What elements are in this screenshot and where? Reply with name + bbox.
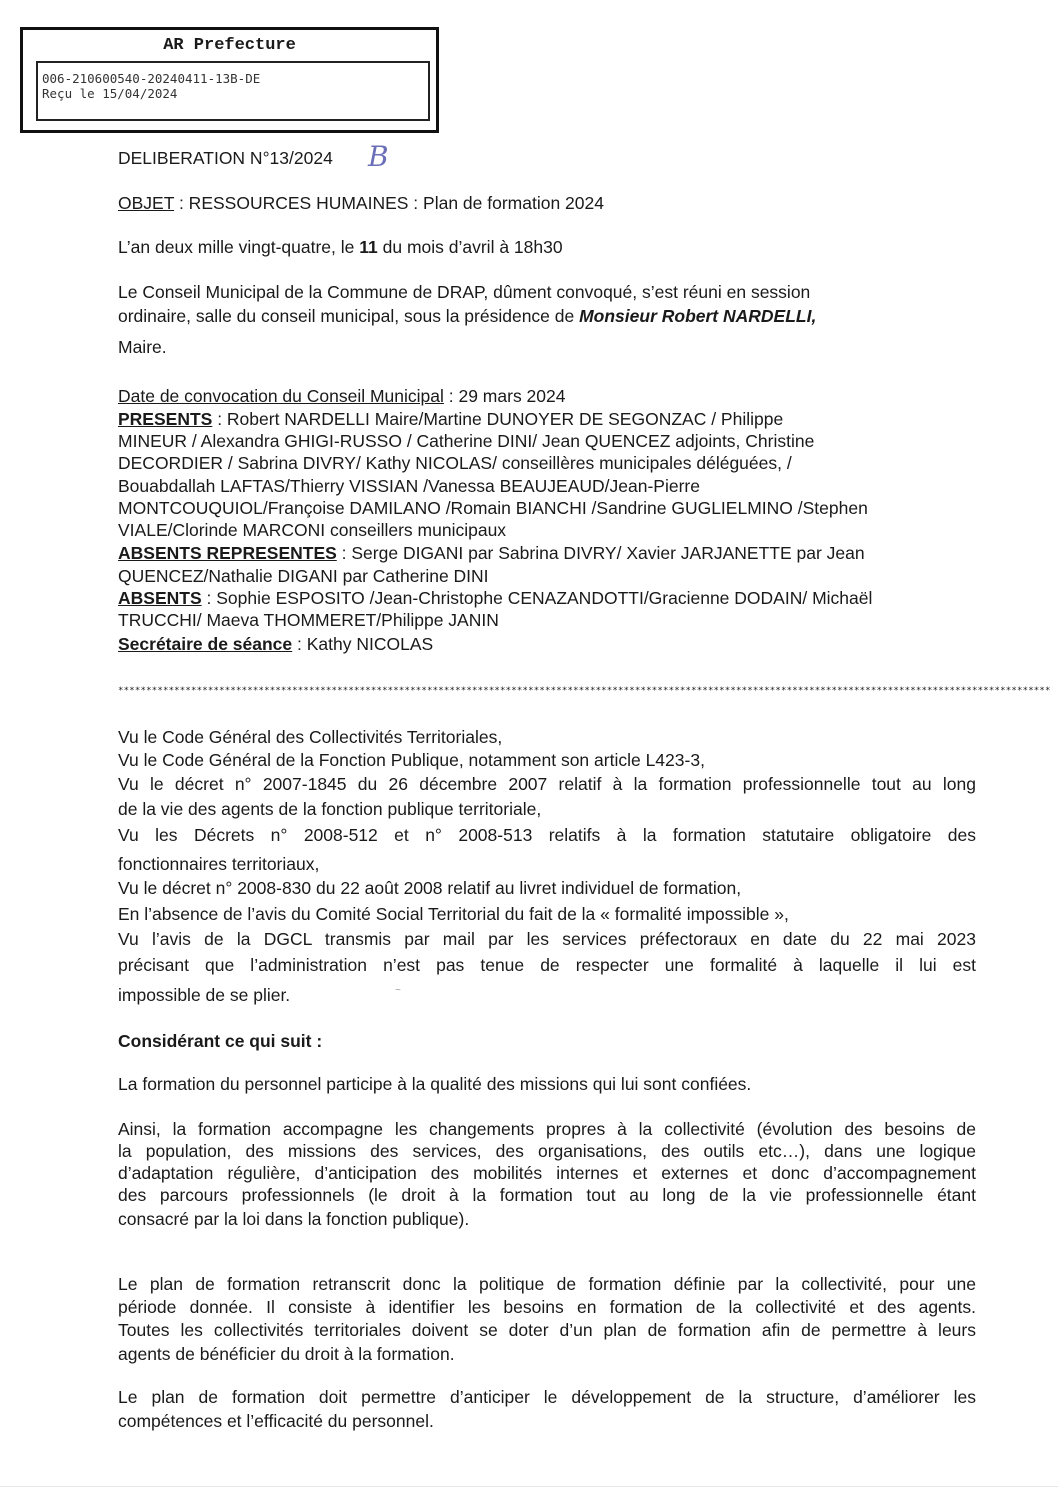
presents-line-4: Bouabdallah LAFTAS/Thierry VISSIAN /Vanessa BEAUJEAUD/Jean-Pierre [118, 476, 700, 496]
secretary-name: : Kathy NICOLAS [292, 634, 434, 654]
secretary-label: Secrétaire de séance [118, 634, 293, 654]
visa-6: En l’absence de l’avis du Comité Social Territorial du fait de la « formalité impossible », [118, 904, 789, 924]
date-line-post: du mois d’avril à 18h30 [377, 237, 563, 257]
page-bottom-edge [0, 1486, 1058, 1487]
visa-7-line-3: impossible de se plier. [118, 985, 291, 1005]
paragraph-1: La formation du personnel participe à la qualité des missions qui lui sont confiées. [118, 1074, 752, 1094]
convocation-date: : 29 mars 2024 [443, 386, 566, 406]
paragraph-3-line-3: Toutes les collectivités territoriales doivent se doter d’un plan de formation afin de permettre à leurs [118, 1320, 976, 1340]
mayor-name: Monsieur Robert NARDELLI, [579, 306, 817, 326]
intro-line-3: Maire. [118, 337, 167, 357]
date-line [118, 236, 978, 258]
object-label: OBJET [118, 193, 175, 213]
paragraph-2-line-1: Ainsi, la formation accompagne les changements propres à la collectivité (évolution des besoins de [118, 1119, 976, 1139]
paragraph-3-line-2: période donnée. Il consiste à identifier les besoins en formation de la collectivité et des agents. [118, 1297, 976, 1317]
presents-line-3: DECORDIER / Sabrina DIVRY/ Kathy NICOLAS/ conseillères municipales déléguées, / [118, 453, 792, 473]
paragraph-2-line-2: la population, des missions des services, des organisations, des outils etc…), dans une logique [118, 1141, 976, 1161]
visa-1: Vu le Code Général des Collectivités Territoriales, [118, 727, 503, 747]
object-line [118, 192, 978, 214]
represented-label: ABSENTS REPRESENTES [118, 543, 337, 563]
visa-7-line-1: Vu l’avis de la DGCL transmis par mail par les services préfectoraux en date du 22 mai 2023 [118, 929, 976, 949]
visa-3-line-1: Vu le décret n° 2007-1845 du 26 décembre 2007 relatif à la formation professionnelle tout au long [118, 774, 976, 794]
presents-line-5: MONTCOUQUIOL/Françoise DAMILANO /Romain BIANCHI /Sandrine GUGLIELMINO /Stephen [118, 498, 868, 518]
stamp-received-date: Reçu le 15/04/2024 [42, 86, 178, 101]
stamp-details [36, 61, 430, 121]
paragraph-2-line-4: des parcours professionnels (le droit à la formation tout au long de la vie professionnelle étant [118, 1185, 976, 1205]
convocation-line [118, 385, 978, 407]
visa-5: Vu le décret n° 2008-830 du 22 août 2008 relatif au livret individuel de formation, [118, 878, 742, 898]
intro-line-2 [118, 305, 978, 327]
visa-3-line-2: de la vie des agents de la fonction publique territoriale, [118, 799, 542, 819]
paragraph-3-line-1: Le plan de formation retranscrit donc la politique de formation définie par la collectivité, pour une [118, 1274, 976, 1294]
presents-line-6: VIALE/Clorinde MARCONI conseillers municipaux [118, 520, 507, 540]
absents-label: ABSENTS [118, 588, 202, 608]
presents-line-2: MINEUR / Alexandra GHIGI-RUSSO / Catherine DINI/ Jean QUENCEZ adjoints, Christine [118, 431, 815, 451]
stamp-id: 006-210600540-20240411-13B-DE [42, 71, 261, 86]
presents-label: PRESENTS [118, 409, 213, 429]
scan-smudge: ~ [395, 985, 401, 996]
asterisk-separator: ********************************************************************************************************************************************************************** [118, 686, 1051, 696]
paragraph-3-line-4: agents de bénéficier du droit à la formation. [118, 1344, 455, 1364]
prefecture-stamp [20, 27, 439, 133]
paragraph-2-line-3: d’adaptation régulière, d’anticipation des mobilités internes et externes et donc d’accompagnement [118, 1163, 976, 1183]
paragraph-4-line-1: Le plan de formation doit permettre d’anticiper le développement de la structure, d’améliorer les [118, 1387, 976, 1407]
convocation-label: Date de convocation du Conseil Municipal [118, 386, 444, 406]
handwritten-mark: B [368, 140, 389, 173]
represented-line-2: QUENCEZ/Nathalie DIGANI par Catherine DINI [118, 566, 489, 586]
date-day: 11 [359, 237, 378, 257]
visa-4-line-2: fonctionnaires territoriaux, [118, 854, 320, 874]
represented-text-1: : Serge DIGANI par Sabrina DIVRY/ Xavier JARJANETTE par Jean [336, 543, 865, 563]
stamp-title: AR Prefecture [163, 36, 296, 55]
absents-line-1 [118, 587, 978, 609]
object-text: : RESSOURCES HUMAINES : Plan de formation 2024 [174, 193, 604, 213]
paragraph-2-line-5: consacré par la loi dans la fonction publique). [118, 1209, 470, 1229]
secretary-line [118, 633, 978, 655]
represented-line-1 [118, 542, 978, 564]
deliberation-number: DELIBERATION N°13/2024 [118, 148, 333, 168]
intro-line-1: Le Conseil Municipal de la Commune de DRAP, dûment convoqué, s’est réuni en session [118, 282, 811, 302]
paragraph-4-line-2: compétences et l’efficacité du personnel. [118, 1411, 434, 1431]
considerant-heading: Considérant ce qui suit : [118, 1031, 323, 1051]
intro-line-2-text: ordinaire, salle du conseil municipal, sous la présidence de [118, 306, 580, 326]
absents-text-1: : Sophie ESPOSITO /Jean-Christophe CENAZANDOTTI/Gracienne DODAIN/ Michaël [201, 588, 873, 608]
visa-7-line-2: précisant que l’administration n’est pas tenue de respecter une formalité à laquelle il lui est [118, 955, 976, 975]
visa-4-line-1: Vu les Décrets n° 2008-512 et n° 2008-513 relatifs à la formation statutaire obligatoire des [118, 825, 976, 845]
date-line-pre: L’an deux mille vingt-quatre, le [118, 237, 360, 257]
absents-line-2: TRUCCHI/ Maeva THOMMERET/Philippe JANIN [118, 610, 499, 630]
visa-2: Vu le Code Général de la Fonction Publique, notamment son article L423-3, [118, 750, 705, 770]
presents-text-1: : Robert NARDELLI Maire/Martine DUNOYER DE SEGONZAC / Philippe [212, 409, 784, 429]
presents-line-1 [118, 408, 978, 430]
